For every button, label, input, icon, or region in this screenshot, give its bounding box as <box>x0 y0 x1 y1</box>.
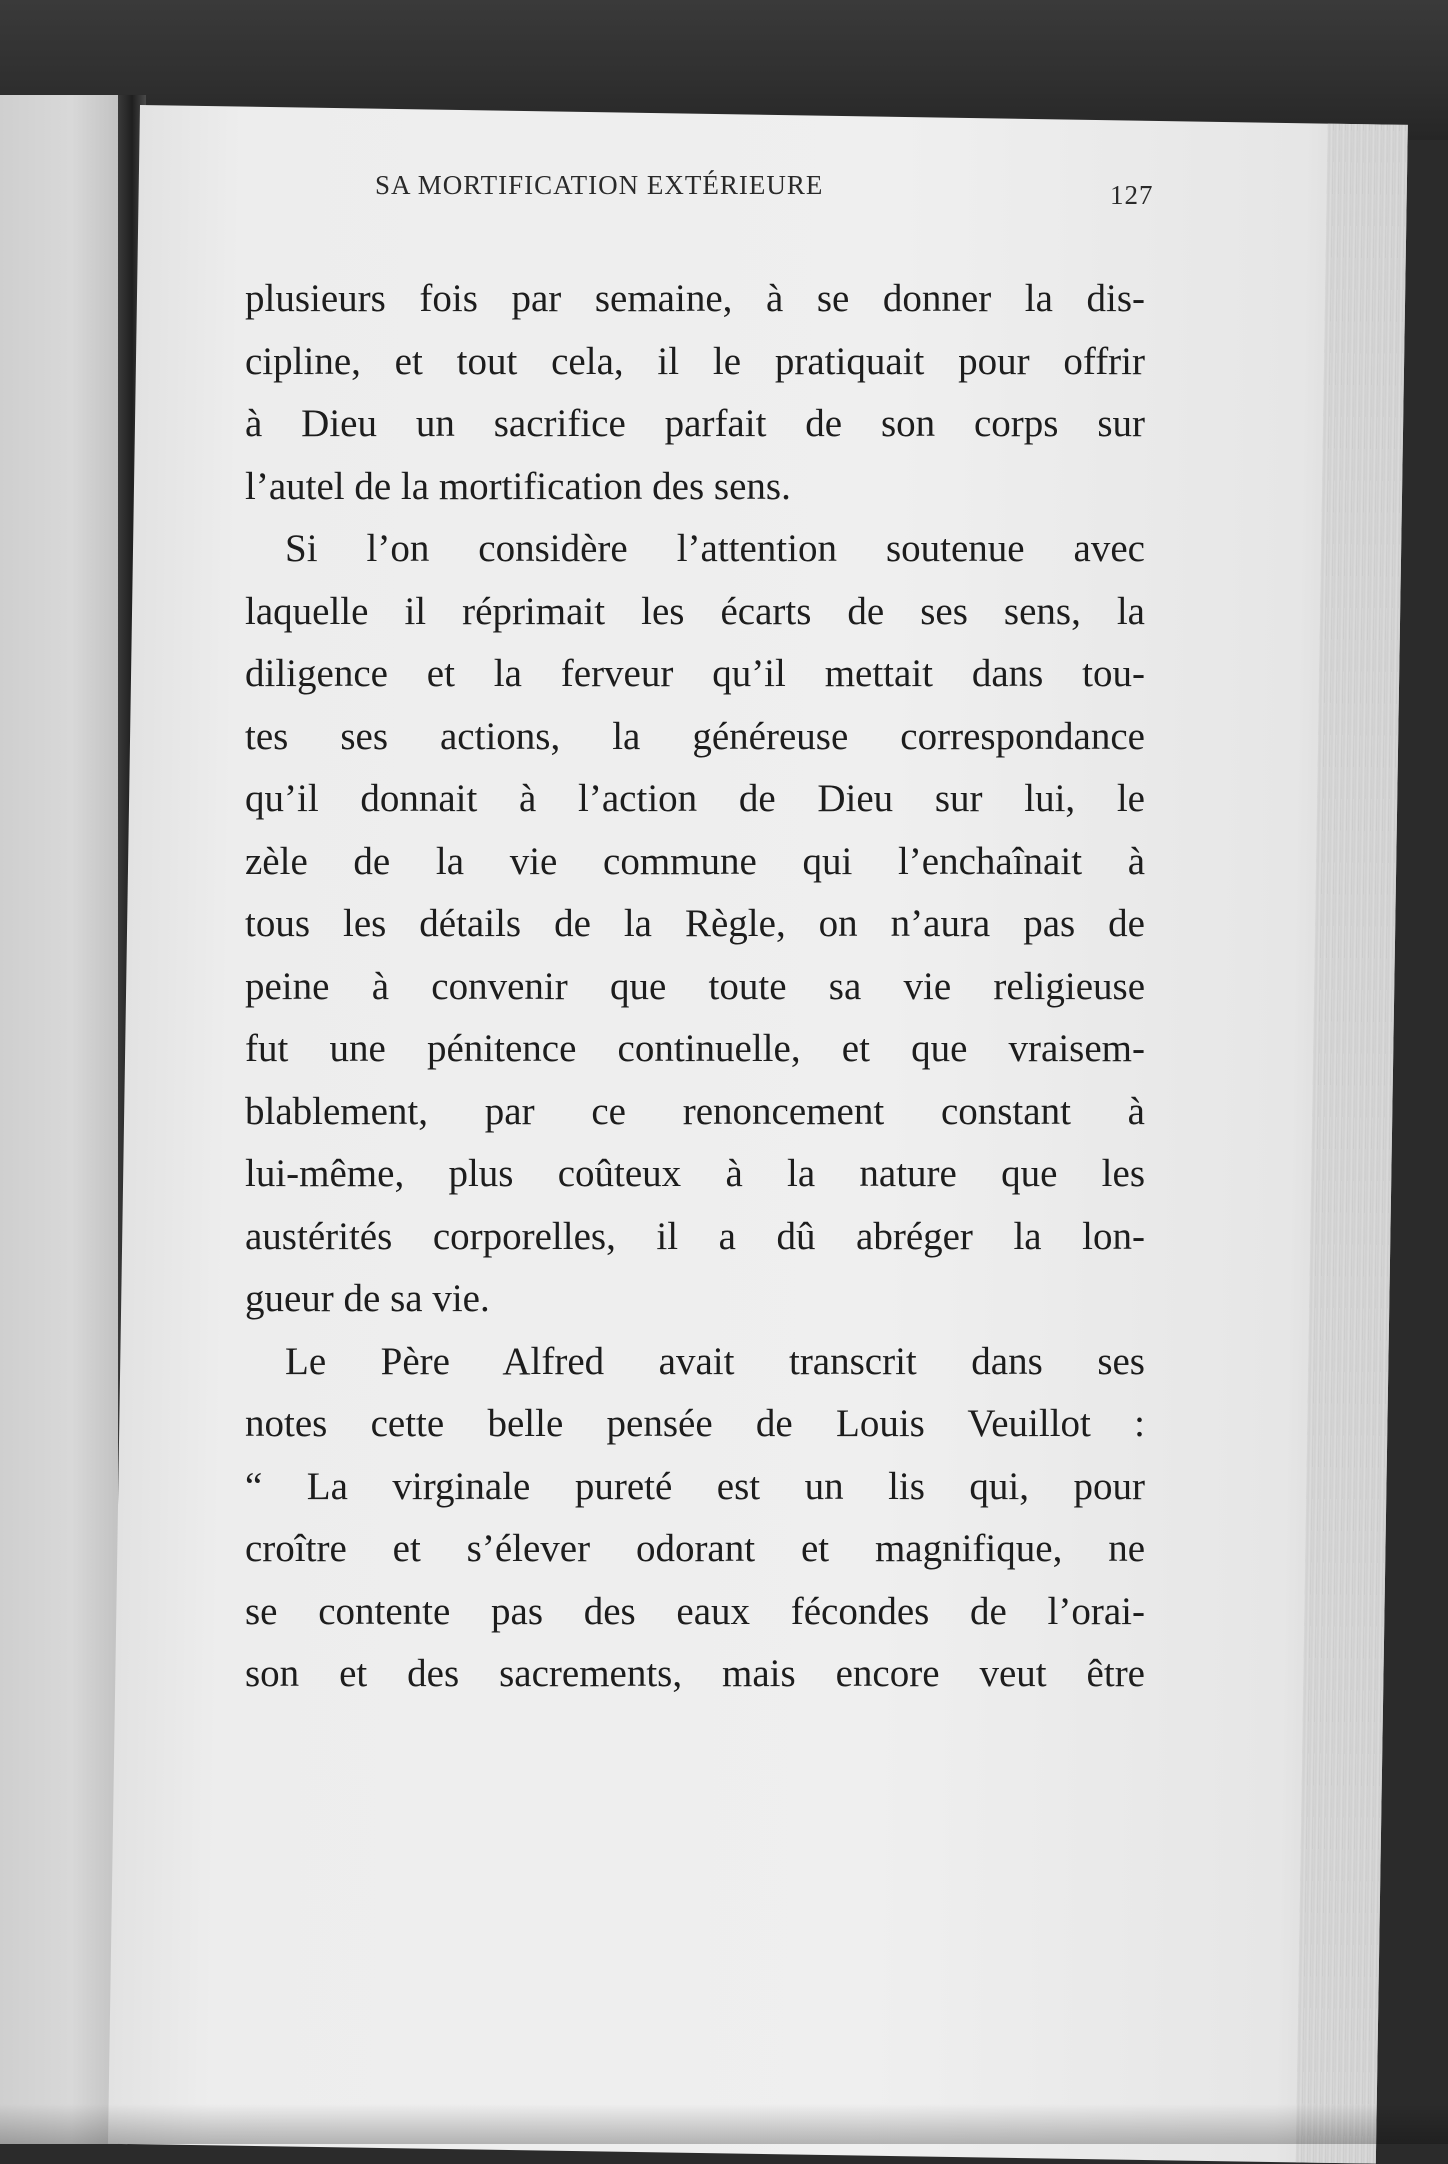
body-text <box>245 268 1145 1706</box>
text-line: austérités corporelles, il a dû abréger la lon- <box>245 1214 1145 1258</box>
running-head: SA MORTIFICATION EXTÉRIEURE <box>375 170 824 200</box>
text-line: tous les détails de la Règle, on n’aura pas de <box>245 902 1145 945</box>
text-line: lui-même, plus coûteux à la nature que les <box>245 1152 1145 1195</box>
text-line: “ La virginale pureté est un lis qui, pour <box>245 1464 1145 1508</box>
page-header <box>260 170 1160 210</box>
facing-page-edge <box>0 95 130 2144</box>
text-line: à Dieu un sacrifice parfait de son corps sur <box>245 402 1145 445</box>
text-line: laquelle il réprimait les écarts de ses sens, la <box>245 589 1145 633</box>
text-line: peine à convenir que toute sa vie religieuse <box>245 964 1145 1008</box>
page-number: 127 <box>1110 180 1154 210</box>
text-line: se contente pas des eaux fécondes de l’orai- <box>245 1589 1145 1633</box>
text-line: diligence et la ferveur qu’il mettait dans tou- <box>245 652 1145 695</box>
page-fore-edge <box>1296 124 1408 2164</box>
text-line: son et des sacrements, mais encore veut être <box>245 1652 1145 1695</box>
text-line: fut une pénitence continuelle, et que vraisem- <box>245 1027 1145 1070</box>
text-line: qu’il donnait à l’action de Dieu sur lui, le <box>245 777 1145 820</box>
text-line: croître et s’élever odorant et magnifique, ne <box>245 1527 1145 1570</box>
text-line: zèle de la vie commune qui l’enchaînait à <box>245 839 1145 883</box>
text-line: notes cette belle pensée de Louis Veuillot : <box>245 1402 1145 1445</box>
text-line: plusieurs fois par semaine, à se donner la dis- <box>245 277 1145 320</box>
text-line: Si l’on considère l’attention soutenue avec <box>285 527 1145 570</box>
text-line: tes ses actions, la généreuse correspondance <box>245 714 1145 758</box>
text-line: gueur de sa vie. <box>245 1277 490 1320</box>
text-line: Le Père Alfred avait transcrit dans ses <box>285 1339 1145 1383</box>
text-line: cipline, et tout cela, il le pratiquait pour offrir <box>245 339 1145 383</box>
scan-bottom-shadow <box>0 2104 1448 2144</box>
text-line: l’autel de la mortification des sens. <box>245 464 791 508</box>
text-line: blablement, par ce renoncement constant à <box>245 1089 1145 1133</box>
